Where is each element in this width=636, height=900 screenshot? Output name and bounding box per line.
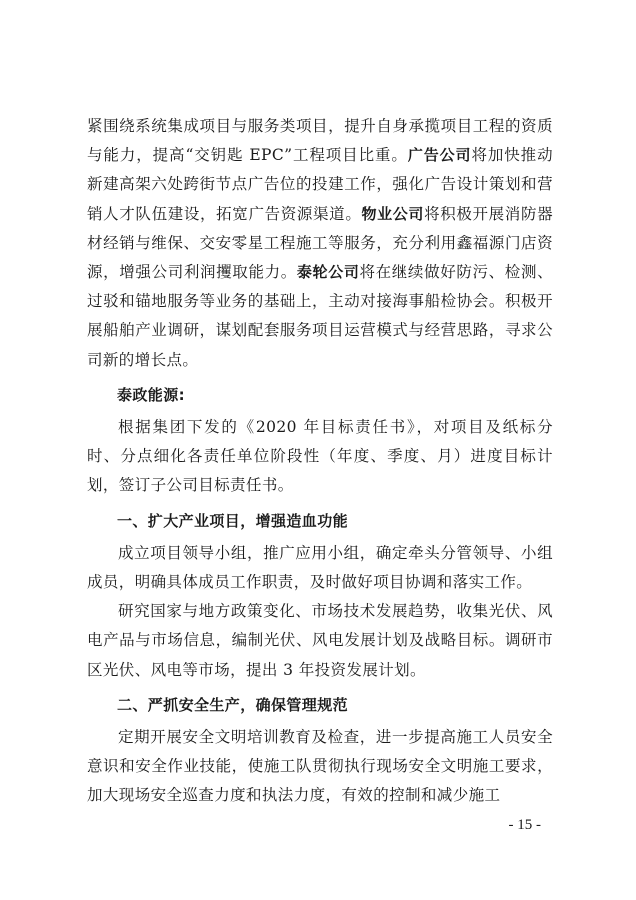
company-name-tailun: 泰轮公司: [296, 263, 360, 282]
paragraph-5: 定期开展安全文明培训教育及检查，进一步提高施工人员安全意识和安全作业技能，使施工队贯彻执行现场安全文明施工要求，加大现场安全巡查力度和执法力度，有效的控制和减少施工: [87, 728, 553, 805]
company-name-advertising: 广告公司: [407, 146, 472, 165]
paragraph-3: 成立项目领导小组，推广应用小组，确定牵头分管领导、小组成员，明确具体成员工作职责，及时做好项目协调和落实工作。: [87, 543, 553, 592]
document-body: [87, 112, 553, 811]
paragraph-4: 研究国家与地方政策变化、市场技术发展趋势，收集光伏、风电产品与市场信息，编制光伏、风电发展计划及战略目标。调研市区光伏、风电等市场，提出 3 年投资发展计划。: [87, 602, 553, 679]
section-title-taizheng-energy: 泰政能源:: [117, 385, 185, 404]
page-number: - 15 -: [508, 817, 541, 833]
company-name-property: 物业公司: [361, 204, 425, 223]
paragraph-1-text-c: 将加快推动新建高架六处跨街节点广告位的投建工作，强化广告设计策划和营销人才队伍建设，拓宽广告资源渠道。: [87, 146, 553, 223]
heading-2: 二、严抓安全生产，确保管理规范: [117, 695, 349, 714]
paragraph-1-text-e: 将积极开展消防器材经销与维保、交安零星工程施工等服务，充分利用鑫福源门店资源，增强公司利润攫取能力。: [87, 204, 553, 282]
heading-1: 一、扩大产业项目，增强造血功能: [117, 511, 349, 530]
paragraph-1-text-a: 紧围绕系统集成项目与服务类项目，提升自身承揽项目工程的资质与能力，提高“交钥匙 EPC”工程项目比重。: [87, 117, 553, 165]
paragraph-2: 根据集团下发的《2020 年目标责任书》，对项目及纸标分时、分点细化各责任单位阶段性（年度、季度、月）进度目标计划，签订子公司目标责任书。: [87, 418, 553, 495]
paragraph-1: [87, 112, 553, 375]
paragraph-1-text-g: 将在继续做好防污、检测、过驳和锚地服务等业务的基础上，主动对接海事船检协会。积极开展船舶产业调研，谋划配套服务项目运营模式与经营思路，寻求公司新的增长点。: [87, 263, 554, 369]
